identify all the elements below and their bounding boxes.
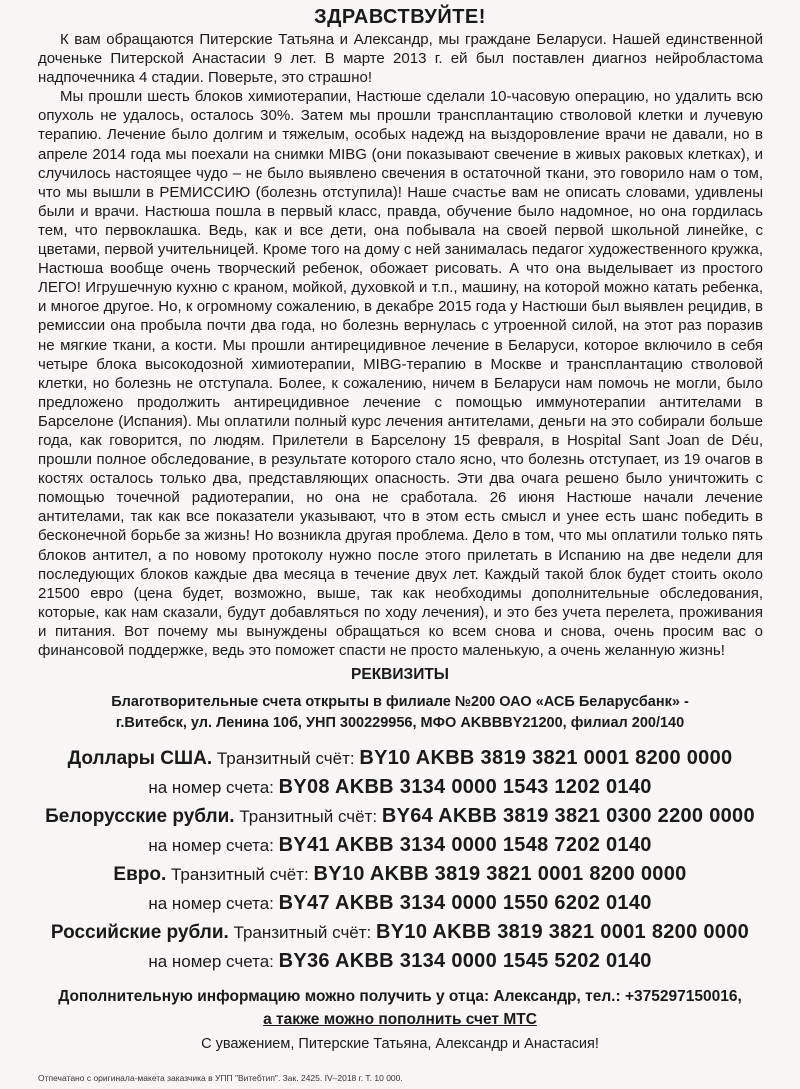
transit-line — [40, 918, 760, 947]
requisites-heading: РЕКВИЗИТЫ — [351, 666, 449, 683]
bank-line-1: Благотворительные счета открыты в филиале №200 ОАО «АСБ Беларусбанк» - — [111, 694, 689, 710]
account-label: на номер счета: — [148, 836, 274, 855]
account-block-byn — [40, 802, 760, 860]
intro-paragraph: К вам обращаются Питерские Татьяна и Александр, мы граждане Беларуси. Нашей единственной доченьке Питерской Анастасии 9 лет. В марте 2013 г. ей был поставлен диагноз нейробластома надпочечника 4 стадии. Поверьте, это страшно! — [38, 31, 763, 87]
account-label: на номер счета: — [148, 894, 274, 913]
transit-number: BY10 AKBB 3819 3821 0001 8200 0000 — [376, 921, 750, 943]
currency-label: Доллары США. — [67, 748, 213, 769]
closing-signature: С уважением, Питерские Татьяна, Александр и Анастасия! — [201, 1036, 599, 1052]
account-label: на номер счета: — [148, 778, 274, 797]
account-label: на номер счета: — [148, 952, 274, 971]
account-line — [40, 773, 760, 802]
account-line — [40, 831, 760, 860]
account-block-usd — [40, 744, 760, 802]
currency-label: Российские рубли. — [50, 922, 229, 943]
account-number: BY08 AKBB 3134 0000 1543 1202 0140 — [278, 776, 652, 798]
contact-line: Дополнительную информацию можно получить у отца: Александр, тел.: +375297150016, — [58, 988, 742, 1005]
transit-line — [40, 860, 760, 889]
account-number: BY41 AKBB 3134 0000 1548 7202 0140 — [278, 834, 652, 856]
transit-label: Транзитный счёт: — [239, 807, 378, 826]
transit-line — [40, 744, 760, 773]
contact-info — [20, 985, 780, 1031]
transit-label: Транзитный счёт: — [171, 865, 309, 884]
transit-line — [40, 802, 760, 831]
story-paragraph: Мы прошли шесть блоков химиотерапии, Настюше сделали 10-часовую операцию, но удалить всю опухоль не удалось, осталось 30%. Затем мы прошли трансплантацию стволовой клетки и лучевую терапию. Лечение было долгим и тяжелым, особых надежд на выздоровление врачи не давали, но в апреле 2014 года мы поехали на снимки MIBG (они показывают свечение в живых раковых клетках), и случилось настоящее чудо – не было выявлено свечения в остаточной ткани, это говорило нам о том, что мы вышли в РЕМИССИЮ (болезнь отступила)! Наше счастье вам не описать словами, удивлены были и врачи. Настюша пошла в первый класс, правда, обучение было надомное, но она гордилась тем, что первоклашка. Ведь, как и все дети, она побывала на своей первой школьной линейке, с цветами, первой учительницей. Кроме того на дому с ней занималась педагог художественного кружка, Настюша вообще очень творческий ребенок, обожает рисовать. А что она выделывает из простого ЛЕГО! Игрушечную кухню с краном, мойкой, духовкой и т.п., машину, на которой можно катать ребенка, и многое другое. Но, к огромному сожалению, в декабре 2015 года у Настюши был выявлен рецидив, в ремиссии она пробыла почти два года, но болезнь вернулась с утроенной силой, на этот раз поразив не мягкие ткани, а кости. Мы прошли антирецидивное лечение в Беларуси, которое включило в себя четыре блока высокодозной химиотерапии, MIBG-терапию в Москве и трансплантацию стволовой клетки, но болезнь не отступала. Более, к сожалению, ничем в Беларуси нам помочь не могли, было предложено продолжить антирецидивное лечение с помощью иммунотерапии антителами в Барселоне (Испания). Мы оплатили полный курс лечения антителами, деньги на это собирали больше года, как говорится, по людям. Прилетели в Барселону 15 февраля, в Hospital Sant Joan de Déu, прошли полное обследование, в результате которого стало ясно, что болезнь отступает, из 19 очагов в костях осталось только два, представляющих опасность. Эти два очага решено было уничтожить с помощью точечной радиотерапии, но она не сработала. 26 июня Настюше начали лечение антителами, так как все показатели указывают, что в этом есть смысл и унее есть шанс победить в бесконечной борьбе за жизнь! Но возникла другая проблема. Дело в том, что мы оплатили только пять блоков антител, а по новому протоколу нужно после этого прилетать в Испанию на две недели для последующих блоков каждые два месяца в течение двух лет. Каждый такой блок будет стоить около 21500 евро (цена будет, возможно, выше, так как необходимы дополнительные обследования, которые, как нам сказали, будут добавляться по ходу лечения), и это без учета перелета, проживания и питания. Вот почему мы вынуждены обращаться ко всем снова и снова, очень просим вас о финансовой поддержке, ведь это поможет спасти не просто маленькую, а очень желанную жизнь! — [38, 88, 763, 659]
transit-label: Транзитный счёт: — [216, 749, 355, 768]
transit-number: BY64 AKBB 3819 3821 0300 2200 0000 — [381, 805, 755, 827]
transit-number: BY10 AKBB 3819 3821 0001 8200 0000 — [359, 747, 733, 769]
account-block-eur — [40, 860, 760, 918]
bank-info — [60, 692, 740, 734]
currency-label: Евро. — [113, 864, 167, 885]
account-number: BY47 AKBB 3134 0000 1550 6202 0140 — [278, 892, 652, 914]
account-number: BY36 AKBB 3134 0000 1545 5202 0140 — [278, 950, 652, 972]
account-block-rub — [40, 918, 760, 976]
accounts-list — [40, 744, 760, 976]
transit-label: Транзитный счёт: — [233, 923, 372, 942]
transit-number: BY10 AKBB 3819 3821 0001 8200 0000 — [313, 863, 687, 885]
account-line — [40, 947, 760, 976]
appeal-body — [38, 30, 763, 660]
page-title: ЗДРАВСТВУЙТЕ! — [314, 6, 486, 28]
bank-line-2: г.Витебск, ул. Ленина 10б, УНП 300229956, МФО AKBBBY21200, филиал 200/140 — [115, 715, 685, 731]
account-line — [40, 889, 760, 918]
mts-topup-line: а также можно пополнить счет МТС — [263, 1011, 537, 1028]
currency-label: Белорусские рубли. — [45, 806, 235, 827]
print-imprint: Отпечатано с оригинала-макета заказчика в УПП "Витебтип". Зак. 2425. IV–2018 г. Т. 10 000. — [38, 1073, 403, 1083]
